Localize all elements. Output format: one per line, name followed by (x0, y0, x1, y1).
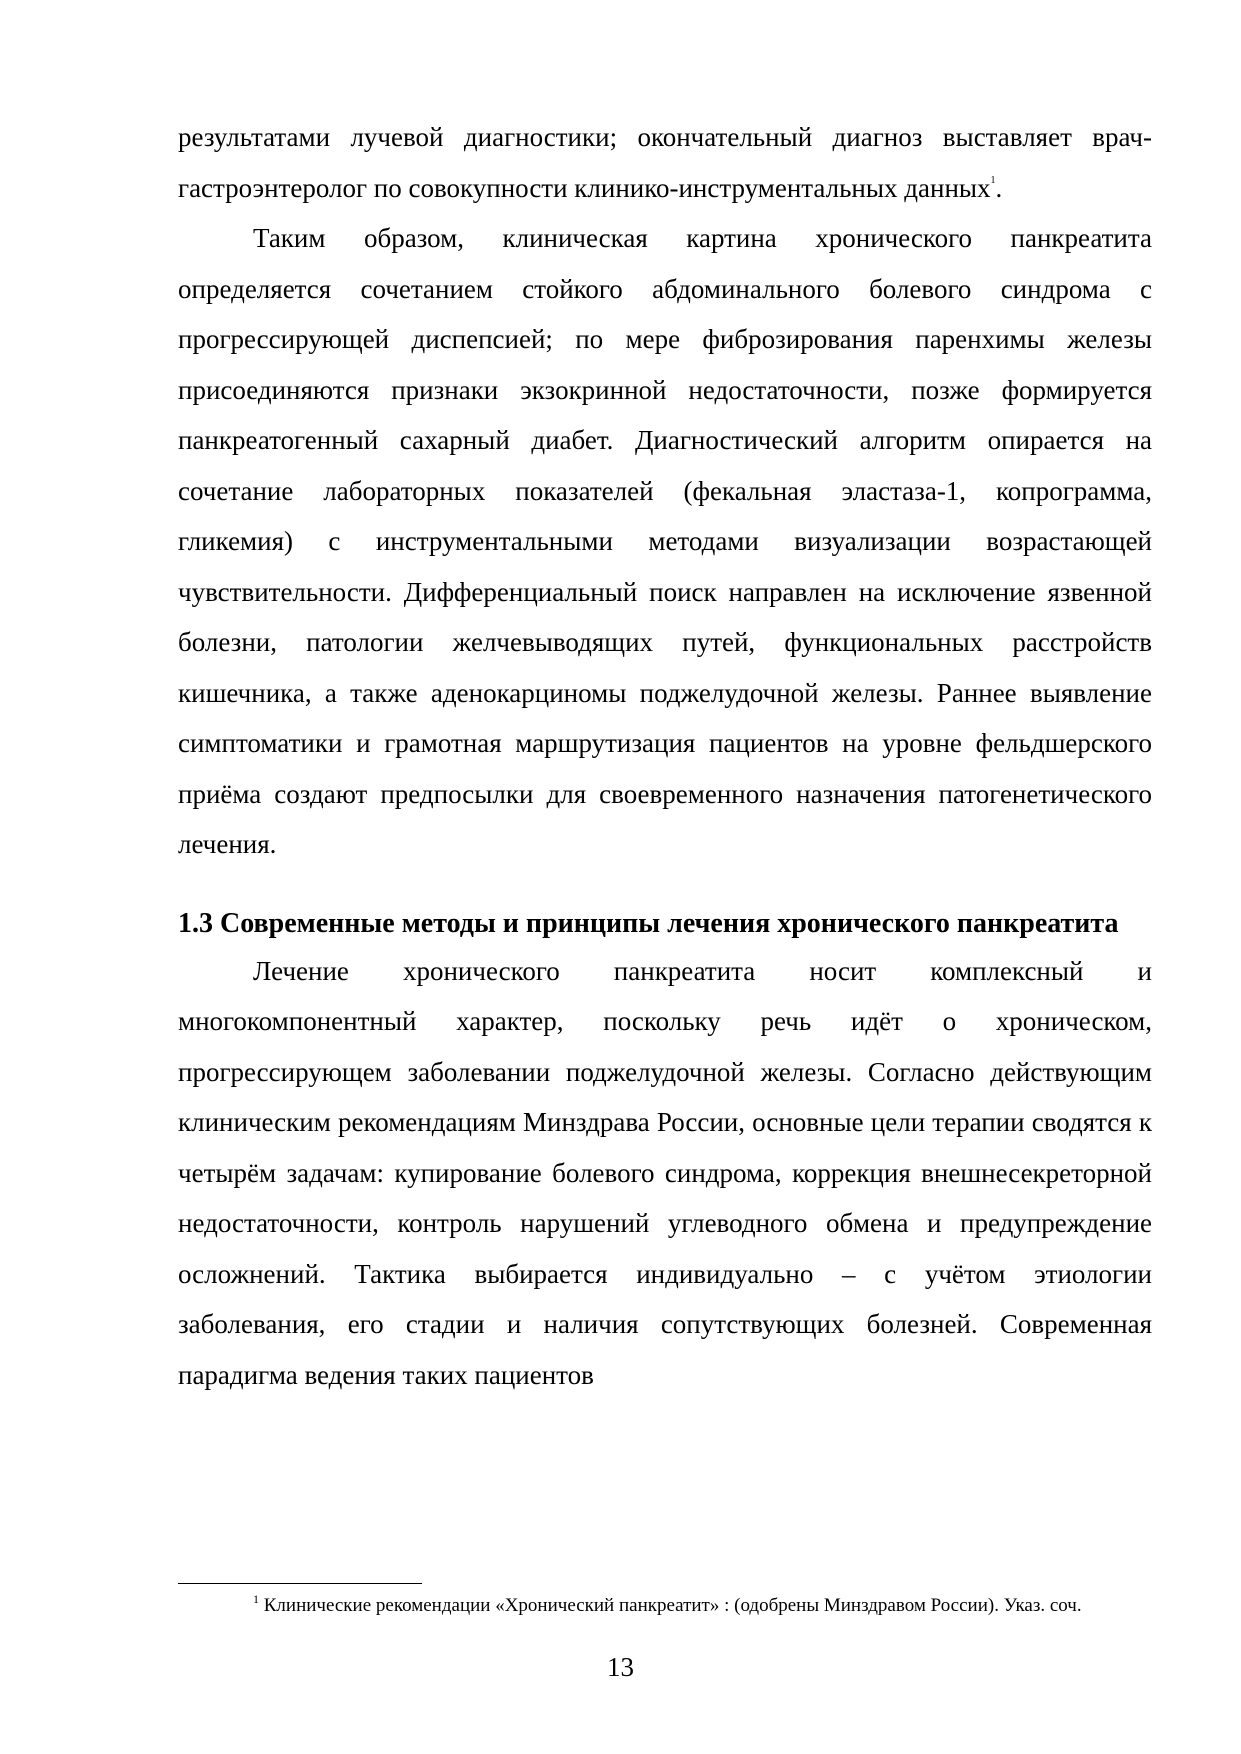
paragraph-summary: Таким образом, клиническая картина хронического панкреатита определяется сочетанием стойкого абдоминального болевого синдрома с прогрессирующей диспепсией; по мере фиброзирования паренхимы железы присоединяются признаки экзокринной недостаточности, позже формируется панкреатогенный сахарный диабет. Диагностический алгоритм опирается на сочетание лабораторных показателей (фекальная эластаза-1, копрограмма, гликемия) с инструментальными методами визуализации возрастающей чувствительности. Дифференциальный поиск направлен на исключение язвенной болезни, патологии желчевыводящих путей, функциональных расстройств кишечника, а также аденокарциномы поджелудочной железы. Раннее выявление симптоматики и грамотная маршрутизация пациентов на уровне фельдшерского приёма создают предпосылки для своевременного назначения патогенетического лечения. (178, 223, 1152, 859)
footnote-marker: 1 (253, 1592, 259, 1606)
section-heading: 1.3 Современные методы и принципы лечения хронического панкреатита (178, 907, 1119, 939)
paragraph-text: результатами лучевой диагностики; окончательный диагноз выставляет врач-гастроэнтеролог по совокупности клинико-инструментальных данных (178, 122, 1152, 203)
paragraph-continued (178, 112, 1152, 213)
footnote-separator (178, 1583, 422, 1584)
page-body (178, 112, 1152, 1400)
page-number: 13 (607, 1652, 634, 1682)
paragraph-treatment: Лечение хронического панкреатита носит комплексный и многокомпонентный характер, поскольку речь идёт о хроническом, прогрессирующем заболевании поджелудочной железы. Согласно действующим клиническим рекомендациям Минздрава России, основные цели терапии сводятся к четырём задачам: купирование болевого синдрома, коррекция внешнесекреторной недостаточности, контроль нарушений углеводного обмена и предупреждение осложнений. Тактика выбирается индивидуально – с учётом этиологии заболевания, его стадии и наличия сопутствующих болезней. Современная парадигма ведения таких пациентов (178, 955, 1152, 1390)
footnote-reference[interactable]: 1 (990, 174, 996, 186)
footnote (178, 1592, 1152, 1620)
footnote-text: Клинические рекомендации «Хронический панкреатит» : (одобрены Минздравом России). Указ. соч. (263, 1595, 1082, 1616)
paragraph-tail: . (995, 172, 1003, 203)
